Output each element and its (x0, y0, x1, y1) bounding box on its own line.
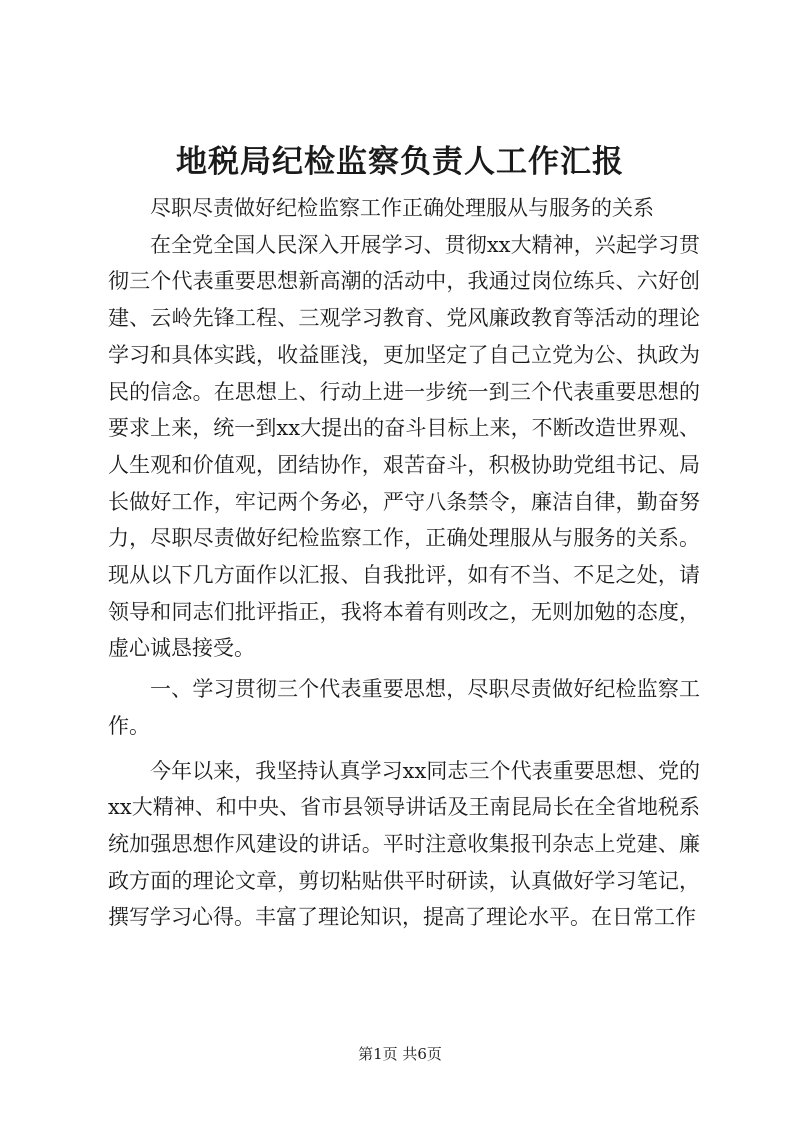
document-title: 地税局纪检监察负责人工作汇报 (176, 144, 624, 180)
body-paragraph: 今年以来，我坚持认真学习xx同志三个代表重要思想、党的xx大精神、和中央、省市县领导讲话及王南昆局长在全省地税系统加强思想作风建设的讲话。平时注意收集报刊杂志上党建、廉政方面的理论文章，剪切粘贴供平时研读，认真做好学习笔记，撰写学习心得。丰富了理论知识，提高了理论水平。在日常工作 (108, 758, 700, 930)
subtitle-paragraph: 尽职尽责做好纪检监察工作正确处理服从与服务的关系 (150, 196, 654, 220)
page-footer: 第1页 共6页 (358, 1045, 442, 1063)
document-body (108, 190, 700, 936)
body-paragraph: 在全党全国人民深入开展学习、贯彻xx大精神，兴起学习贯彻三个代表重要思想新高潮的活动中，我通过岗位练兵、六好创建、云岭先锋工程、三观学习教育、党风廉政教育等活动的理论学习和具体实践，收益匪浅，更加坚定了自己立党为公、执政为民的信念。在思想上、行动上进一步统一到三个代表重要思想的要求上来，统一到xx大提出的奋斗目标上来，不断改造世界观、人生观和价值观，团结协作，艰苦奋斗，积极协助党组书记、局长做好工作，牢记两个务必，严守八条禁令，廉洁自律，勤奋努力，尽职尽责做好纪检监察工作，正确处理服从与服务的关系。现从以下几方面作以汇报、自我批评，如有不当、不足之处，请领导和同志们批评指正，我将本着有则改之，无则加勉的态度，虚心诚恳接受。 (108, 232, 700, 661)
section-heading-paragraph: 一、学习贯彻三个代表重要思想，尽职尽责做好纪检监察工作。 (108, 677, 700, 738)
